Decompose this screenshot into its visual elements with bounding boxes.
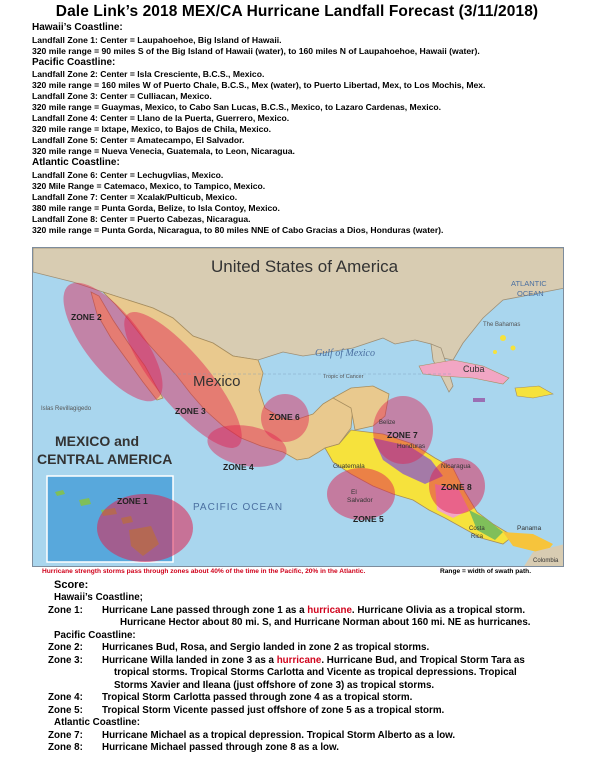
score-zone7-label: Zone 7:	[48, 729, 83, 741]
map-caption-left: Hurricane strength storms pass through zones about 40% of the time in the Pacific, 20% in the Atlantic.	[42, 568, 366, 575]
el-salvador-label-1: El	[351, 489, 357, 496]
zone4-label-map: ZONE 4	[223, 462, 254, 472]
zone7-center-line	[32, 192, 588, 203]
zone7-label: Landfall Zone 7:	[32, 191, 98, 202]
score-zone3-hurricane: hurricane	[276, 654, 322, 666]
score-zone7	[48, 730, 588, 743]
score-zone3-line2: tropical storms. Tropical Storms Carlotta and Vicente as tropical depressions. Tropical	[114, 667, 517, 678]
gulf-label: Gulf of Mexico	[315, 348, 375, 359]
mexico-label: Mexico	[193, 373, 241, 390]
score-zone3-text-b: . Hurricane Bud, and Tropical Storm Tara as	[321, 654, 525, 666]
atlantic-label-2: OCEAN	[517, 289, 544, 298]
atlantic-header: Atlantic Coastline:	[32, 157, 120, 168]
zone8-center: Center = Puerto Cabezas, Nicaragua.	[100, 213, 251, 224]
score-zone1-label: Zone 1:	[48, 604, 83, 616]
score-title: Score:	[54, 579, 89, 591]
bahamas-island	[493, 350, 497, 354]
zone3-range: 320 mile range = Guaymas, Mexico, to Cabo San Lucas, B.C.S., Mexico, to Lazaro Cardenas, Mexico.	[32, 102, 442, 112]
zone4-range: 320 mile range = Ixtape, Mexico, to Bajos de Chila, Mexico.	[32, 124, 272, 134]
zone7-label-map: ZONE 7	[387, 430, 418, 440]
zone6-range: 320 Mile Range = Catemaco, Mexico, to Tampico, Mexico.	[32, 180, 266, 191]
zone2-label: Landfall Zone 2:	[32, 69, 98, 79]
zone2-range: 320 mile range = 160 miles W of Puerto Chale, B.C.S., Mex (water), to Puerto Libertad, Mex, to Los Mochis, Mex.	[32, 80, 486, 90]
score-zone3-line3: Storms Xavier and Ileana (just offshore of zone 3) as tropical storms.	[114, 679, 435, 691]
costa-rica-label-1: Costa	[469, 526, 485, 532]
zone2-center: Center = Isla Cresciente, B.C.S., Mexico.	[100, 69, 265, 79]
zone1-range: 320 mile range = 90 miles S of the Big Island of Hawaii (water), to 160 miles N of Laupahoehoe, Hawaii (water).	[32, 45, 480, 56]
score-zone4-text: Tropical Storm Carlotta passed through zone 4 as a tropical storm.	[102, 692, 413, 703]
zone6-label: Landfall Zone 6:	[32, 169, 98, 180]
score-zone1-text-a: Hurricane Lane passed through zone 1 as a	[102, 604, 308, 616]
zone8-label: Landfall Zone 8:	[32, 213, 98, 224]
zone5-label-map: ZONE 5	[353, 514, 384, 524]
zone5-range: 320 mile range = Nueva Venecia, Guatemala, to Leon, Nicaragua.	[32, 146, 295, 156]
el-salvador-label-2: Salvador	[347, 497, 373, 504]
revillagigedo-label: Islas Revillagigedo	[41, 406, 92, 412]
hurricane-zone-map	[32, 247, 564, 567]
score-zone1-text-b: . Hurricane Olivia as a tropical storm.	[351, 604, 526, 616]
atlantic-label-1: ATLANTIC	[511, 279, 547, 288]
zone8-label-map: ZONE 8	[441, 482, 472, 492]
score-zone3-label: Zone 3:	[48, 654, 83, 666]
score-zone1-line1	[102, 605, 588, 618]
score-zone8	[48, 742, 588, 755]
score-zone3-line1	[102, 655, 588, 668]
region-title-line2: CENTRAL AMERICA	[37, 451, 173, 467]
page-title: Dale Link’s 2018 MEX/CA Hurricane Landfall Forecast (3/11/2018)	[55, 3, 539, 20]
score-pacific-header: Pacific Coastline:	[54, 629, 136, 641]
map-caption-right: Range = width of swath path.	[440, 568, 532, 575]
score-zone8-text: Hurricane Michael passed through zone 8 as a low.	[102, 742, 340, 753]
zone5-center-line	[32, 135, 588, 146]
zone5-label: Landfall Zone 5:	[32, 135, 98, 145]
belize-label: Belize	[379, 420, 396, 426]
zone1-label-map: ZONE 1	[117, 496, 148, 506]
zone6-label-map: ZONE 6	[269, 412, 300, 422]
jamaica-land	[473, 398, 485, 402]
score-zone2-text: Hurricanes Bud, Rosa, and Sergio landed in zone 2 as tropical storms.	[102, 642, 430, 653]
bahamas-label: The Bahamas	[483, 322, 521, 328]
forecast-zones	[32, 22, 588, 236]
colombia-label: Colombia	[533, 558, 559, 564]
zone3-label: Landfall Zone 3:	[32, 91, 98, 101]
tropic-label: Tropic of Cancer	[323, 374, 364, 380]
region-title-line1: MEXICO and	[55, 433, 140, 449]
zone4-center-line	[32, 113, 588, 124]
zone5-area	[327, 468, 395, 520]
costa-rica-label-2: Rica	[471, 534, 484, 540]
zone3-label-map: ZONE 3	[175, 406, 206, 416]
score-hawaii-header: Hawaii’s Coastline;	[54, 592, 143, 603]
score-atlantic-header: Atlantic Coastline:	[54, 717, 141, 728]
zone6-center: Center = Lechugvlias, Mexico.	[100, 169, 224, 180]
guatemala-label: Guatemala	[333, 463, 365, 470]
score-zone5-label: Zone 5:	[48, 704, 83, 716]
zone7-range: 380 mile range = Punta Gorda, Belize, to Isla Contoy, Mexico.	[32, 202, 280, 213]
score-zone2-label: Zone 2:	[48, 642, 83, 653]
zone1-label: Landfall Zone 1:	[32, 34, 98, 45]
score-section	[48, 578, 588, 755]
score-zone1-line2: Hurricane Hector about 80 mi. S, and Hurricane Norman about 160 mi. NE as hurricanes.	[120, 617, 531, 628]
pacific-header: Pacific Coastline:	[32, 56, 116, 68]
zone4-center: Center = Llano de la Puerta, Guerrero, Mexico.	[100, 113, 290, 123]
usa-label: United States of America	[211, 257, 399, 276]
score-zone8-label: Zone 8:	[48, 742, 83, 753]
nicaragua-label: Nicaragua	[441, 463, 471, 470]
pacific-label: PACIFIC OCEAN	[193, 502, 284, 513]
zone8-range: 320 mile range = Punta Gorda, Nicaragua, to 80 miles NNE of Cabo Gracias a Dios, Honduras (water).	[32, 224, 444, 235]
zone7-center: Center = Xcalak/Pulticub, Mexico.	[100, 191, 238, 202]
zone5-center: Center = Amatecampo, El Salvador.	[100, 135, 245, 145]
score-zone1	[48, 605, 588, 630]
score-zone4	[48, 692, 588, 705]
score-zone2	[48, 642, 588, 655]
zone2-center-line	[32, 69, 588, 80]
score-zone4-label: Zone 4:	[48, 692, 83, 703]
bahamas-island	[500, 335, 506, 341]
zone1-center-line	[32, 35, 588, 46]
score-zone3-text-a: Hurricane Willa landed in zone 3 as a	[102, 654, 277, 666]
panama-label: Panama	[517, 525, 542, 532]
zone3-center: Center = Culliacan, Mexico.	[100, 91, 212, 101]
zone3-center-line	[32, 91, 588, 102]
zone8-center-line	[32, 214, 588, 225]
hawaii-header: Hawaii’s Coastline:	[32, 22, 123, 33]
zone4-label: Landfall Zone 4:	[32, 113, 98, 123]
cuba-label: Cuba	[463, 364, 485, 374]
bahamas-island	[511, 346, 516, 351]
map-svg	[33, 248, 564, 567]
score-zone5-text: Tropical Storm Vicente passed just offshore of zone 5 as a tropical storm.	[102, 704, 445, 716]
zone2-label-map: ZONE 2	[71, 312, 102, 322]
score-zone3	[48, 655, 588, 693]
zone1-center: Center = Laupahoehoe, Big Island of Hawaii.	[100, 34, 282, 45]
score-zone5	[48, 705, 588, 718]
honduras-label: Honduras	[397, 443, 426, 450]
score-zone7-text: Hurricane Michael as a tropical depression. Tropical Storm Alberto as a low.	[102, 729, 456, 741]
score-zone1-hurricane: hurricane	[307, 604, 352, 616]
zone6-center-line	[32, 170, 588, 181]
